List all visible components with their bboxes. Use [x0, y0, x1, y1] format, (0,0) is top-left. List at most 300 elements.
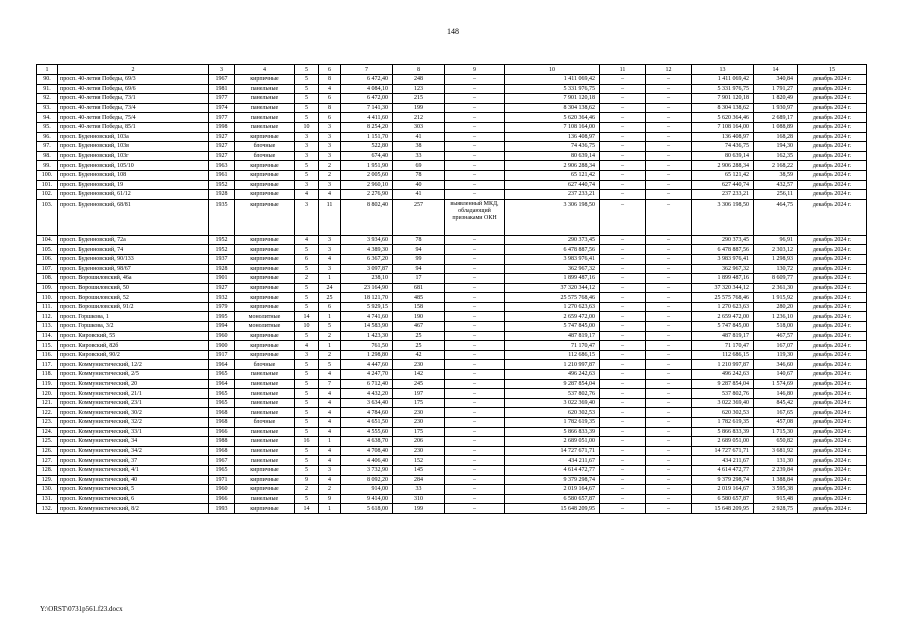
- table-cell: 290 373,45: [505, 235, 600, 245]
- table-cell: 1 715,30: [754, 427, 798, 437]
- table-cell: 168,28: [754, 132, 798, 142]
- table-cell: 650,82: [754, 437, 798, 447]
- table-cell: 1927: [209, 283, 235, 293]
- table-cell: 4: [319, 418, 341, 428]
- table-cell: просп. Коммунистический, 21/1: [58, 389, 209, 399]
- table-cell: 1988: [209, 437, 235, 447]
- table-cell: кирпичные: [235, 302, 295, 312]
- table-cell: 2 689,17: [754, 113, 798, 123]
- column-header: 4: [235, 65, 295, 75]
- table-cell: декабрь 2024 г.: [798, 456, 867, 466]
- table-cell: 9 379 298,74: [505, 475, 600, 485]
- table-cell: –: [445, 418, 505, 428]
- table-cell: 25: [319, 293, 341, 303]
- table-cell: кирпичные: [235, 485, 295, 495]
- table-cell: декабрь 2024 г.: [798, 254, 867, 264]
- table-cell: 1960: [209, 331, 235, 341]
- table-cell: 1901: [209, 274, 235, 284]
- table-cell: 5: [295, 370, 319, 380]
- table-cell: 1964: [209, 379, 235, 389]
- table-cell: 487 819,17: [505, 331, 600, 341]
- table-cell: 1: [319, 312, 341, 322]
- table-row: [37, 293, 867, 303]
- table-cell: 6 478 887,56: [692, 245, 754, 255]
- table-cell: 1900: [209, 341, 235, 351]
- table-cell: 162,35: [754, 151, 798, 161]
- table-cell: 5 618,00: [341, 504, 393, 514]
- table-cell: 2 005,60: [341, 170, 393, 180]
- column-header: 8: [393, 65, 445, 75]
- table-cell: кирпичные: [235, 274, 295, 284]
- table-cell: 5: [295, 465, 319, 475]
- table-cell: 5: [295, 103, 319, 113]
- table-cell: 1979: [209, 302, 235, 312]
- table-cell: 112 686,15: [505, 350, 600, 360]
- table-cell: –: [445, 142, 505, 152]
- table-cell: 1: [319, 504, 341, 514]
- table-cell: –: [646, 456, 692, 466]
- table-cell: декабрь 2024 г.: [798, 446, 867, 456]
- table-cell: 6 712,40: [341, 379, 393, 389]
- table-cell: 14 727 671,71: [505, 446, 600, 456]
- table-cell: блочные: [235, 418, 295, 428]
- table-cell: 106.: [37, 254, 58, 264]
- table-cell: 25: [393, 331, 445, 341]
- table-cell: декабрь 2024 г.: [798, 504, 867, 514]
- table-cell: декабрь 2024 г.: [798, 190, 867, 200]
- table-cell: 1967: [209, 75, 235, 85]
- table-cell: –: [600, 437, 646, 447]
- column-header: 11: [600, 65, 646, 75]
- table-cell: блочные: [235, 142, 295, 152]
- table-cell: –: [646, 190, 692, 200]
- table-cell: 4: [319, 475, 341, 485]
- table-cell: –: [445, 283, 505, 293]
- table-row: [37, 322, 867, 332]
- table-cell: –: [600, 94, 646, 104]
- table-cell: декабрь 2024 г.: [798, 350, 867, 360]
- table-row: [37, 504, 867, 514]
- table-cell: 248: [393, 75, 445, 85]
- table-cell: 5: [295, 494, 319, 504]
- table-cell: –: [646, 485, 692, 495]
- table-cell: декабрь 2024 г.: [798, 264, 867, 274]
- table-cell: 4 247,70: [341, 370, 393, 380]
- table-cell: декабрь 2024 г.: [798, 103, 867, 113]
- table-cell: 8: [319, 103, 341, 113]
- table-cell: 620 302,53: [505, 408, 600, 418]
- table-cell: –: [600, 190, 646, 200]
- table-cell: 8 304 138,62: [692, 103, 754, 113]
- table-cell: 25: [393, 341, 445, 351]
- table-cell: 467: [393, 322, 445, 332]
- table-cell: –: [445, 103, 505, 113]
- table-cell: 6 472,00: [341, 94, 393, 104]
- table-cell: кирпичные: [235, 199, 295, 235]
- table-cell: 7 108 164,00: [505, 122, 600, 132]
- table-cell: просп. Ворошиловский, 91/2: [58, 302, 209, 312]
- table-cell: 167,65: [754, 408, 798, 418]
- table-cell: кирпичные: [235, 465, 295, 475]
- table-cell: 92.: [37, 94, 58, 104]
- table-cell: 146,80: [754, 389, 798, 399]
- table-cell: 115.: [37, 341, 58, 351]
- table-cell: –: [646, 142, 692, 152]
- table-cell: 40: [393, 180, 445, 190]
- table-cell: панельные: [235, 113, 295, 123]
- column-header: 10: [505, 65, 600, 75]
- table-cell: просп. Ворошиловский, 50: [58, 283, 209, 293]
- table-row: [37, 475, 867, 485]
- table-cell: декабрь 2024 г.: [798, 180, 867, 190]
- table-cell: 761,50: [341, 341, 393, 351]
- table-cell: 105.: [37, 245, 58, 255]
- table-cell: 1 782 619,35: [505, 418, 600, 428]
- table-cell: 5: [295, 389, 319, 399]
- table-cell: –: [600, 360, 646, 370]
- table-cell: –: [646, 302, 692, 312]
- table-cell: 199: [393, 103, 445, 113]
- table-cell: 6 580 657,87: [505, 494, 600, 504]
- table-cell: 1 151,70: [341, 132, 393, 142]
- table-cell: 14 583,90: [341, 322, 393, 332]
- table-cell: 17: [393, 274, 445, 284]
- table-row: [37, 418, 867, 428]
- column-header: 1: [37, 65, 58, 75]
- table-cell: 3: [319, 151, 341, 161]
- table-cell: 627 440,74: [505, 180, 600, 190]
- table-cell: декабрь 2024 г.: [798, 94, 867, 104]
- table-cell: 2 276,90: [341, 190, 393, 200]
- table-cell: 1 899 487,16: [505, 274, 600, 284]
- column-header: 9: [445, 65, 505, 75]
- table-cell: 128.: [37, 465, 58, 475]
- table-cell: 3 022 369,40: [692, 398, 754, 408]
- table-cell: декабрь 2024 г.: [798, 408, 867, 418]
- table-cell: просп. Коммунистический, 20: [58, 379, 209, 389]
- table-cell: 7 141,30: [341, 103, 393, 113]
- table-cell: просп. Коммунистический, 34: [58, 437, 209, 447]
- table-cell: –: [600, 274, 646, 284]
- table-cell: –: [600, 341, 646, 351]
- table-cell: просп. 40-летия Победы, 73/1: [58, 94, 209, 104]
- table-cell: панельные: [235, 94, 295, 104]
- table-cell: просп. Ворошиловский, 46а: [58, 274, 209, 284]
- table-cell: 132.: [37, 504, 58, 514]
- table-cell: 10: [295, 322, 319, 332]
- table-cell: –: [445, 494, 505, 504]
- table-cell: выявленный МКД, обладающий признаками ОКН: [445, 199, 505, 235]
- table-cell: 5: [319, 322, 341, 332]
- table-cell: 290 373,45: [692, 235, 754, 245]
- table-cell: 522,80: [341, 142, 393, 152]
- table-cell: 131.: [37, 494, 58, 504]
- table-cell: просп. Кировский, 82б: [58, 341, 209, 351]
- table-cell: 237 233,21: [692, 190, 754, 200]
- table-cell: 6: [295, 254, 319, 264]
- table-cell: 1927: [209, 142, 235, 152]
- table-cell: панельные: [235, 456, 295, 466]
- table-cell: 41: [393, 190, 445, 200]
- table-cell: 5: [295, 170, 319, 180]
- table-cell: –: [646, 132, 692, 142]
- table-cell: кирпичные: [235, 235, 295, 245]
- table-cell: –: [445, 437, 505, 447]
- table-cell: 104.: [37, 235, 58, 245]
- table-row: [37, 437, 867, 447]
- table-cell: 1 411 069,42: [692, 75, 754, 85]
- table-cell: 4 406,40: [341, 456, 393, 466]
- table-cell: 537 802,76: [505, 389, 600, 399]
- table-cell: 1977: [209, 94, 235, 104]
- table-cell: 5: [295, 408, 319, 418]
- table-cell: –: [600, 142, 646, 152]
- table-cell: 14: [295, 504, 319, 514]
- table-cell: 5: [295, 398, 319, 408]
- table-cell: 1993: [209, 504, 235, 514]
- table-cell: –: [445, 132, 505, 142]
- table-cell: блочные: [235, 360, 295, 370]
- table-cell: 2: [295, 274, 319, 284]
- table-cell: 5 866 833,39: [692, 427, 754, 437]
- table-cell: кирпичные: [235, 293, 295, 303]
- table-cell: 237 233,21: [505, 190, 600, 200]
- table-cell: 5: [295, 446, 319, 456]
- table-cell: 1966: [209, 427, 235, 437]
- table-cell: 1 423,30: [341, 331, 393, 341]
- table-cell: 4: [319, 190, 341, 200]
- table-cell: –: [445, 94, 505, 104]
- table-cell: 467,57: [754, 331, 798, 341]
- table-cell: 78: [393, 235, 445, 245]
- table-cell: –: [445, 122, 505, 132]
- table-cell: 175: [393, 398, 445, 408]
- table-cell: 145: [393, 465, 445, 475]
- table-cell: 3 934,60: [341, 235, 393, 245]
- table-cell: 3 595,38: [754, 485, 798, 495]
- table-cell: 674,40: [341, 151, 393, 161]
- table-cell: просп. Коммунистический, 23/1: [58, 398, 209, 408]
- table-cell: декабрь 2024 г.: [798, 302, 867, 312]
- table-cell: 4 708,40: [341, 446, 393, 456]
- table-cell: 5 620 364,46: [692, 113, 754, 123]
- table-cell: –: [646, 103, 692, 113]
- table-cell: 71 170,47: [692, 341, 754, 351]
- table-cell: кирпичные: [235, 170, 295, 180]
- table-cell: –: [600, 475, 646, 485]
- table-cell: 9: [295, 475, 319, 485]
- table-cell: –: [445, 475, 505, 485]
- table-cell: 5: [295, 331, 319, 341]
- column-header: 15: [798, 65, 867, 75]
- table-row: [37, 190, 867, 200]
- table-cell: 5: [295, 418, 319, 428]
- table-cell: 1 820,49: [754, 94, 798, 104]
- table-cell: 3: [319, 180, 341, 190]
- table-cell: 131,30: [754, 456, 798, 466]
- table-cell: декабрь 2024 г.: [798, 199, 867, 235]
- table-row: [37, 103, 867, 113]
- table-row: [37, 151, 867, 161]
- table-cell: декабрь 2024 г.: [798, 485, 867, 495]
- table-cell: 3: [319, 264, 341, 274]
- table-cell: 1952: [209, 235, 235, 245]
- table-row: [37, 264, 867, 274]
- table-cell: –: [445, 151, 505, 161]
- table-cell: 2 168,22: [754, 161, 798, 171]
- table-cell: –: [445, 350, 505, 360]
- table-cell: 2: [319, 485, 341, 495]
- table-row: [37, 142, 867, 152]
- table-cell: 5: [295, 245, 319, 255]
- table-cell: –: [646, 235, 692, 245]
- table-cell: 5: [295, 84, 319, 94]
- table-cell: декабрь 2024 г.: [798, 322, 867, 332]
- table-cell: –: [445, 389, 505, 399]
- table-cell: 175: [393, 427, 445, 437]
- table-cell: 5: [295, 75, 319, 85]
- table-cell: 284: [393, 475, 445, 485]
- table-cell: 112.: [37, 312, 58, 322]
- table-cell: 9 287 854,04: [692, 379, 754, 389]
- table-cell: 65 121,42: [505, 170, 600, 180]
- table-row: [37, 274, 867, 284]
- table-cell: 109.: [37, 283, 58, 293]
- table-cell: декабрь 2024 г.: [798, 360, 867, 370]
- table-cell: 627 440,74: [692, 180, 754, 190]
- table-cell: –: [646, 350, 692, 360]
- table-cell: 3: [319, 235, 341, 245]
- table-cell: просп. Буденновский, 103г: [58, 151, 209, 161]
- table-cell: просп. Буденновский, 19: [58, 180, 209, 190]
- table-cell: 4: [319, 254, 341, 264]
- table-cell: 24: [319, 283, 341, 293]
- table-cell: –: [445, 379, 505, 389]
- column-header: 7: [341, 65, 393, 75]
- table-cell: –: [600, 122, 646, 132]
- table-cell: кирпичные: [235, 283, 295, 293]
- table-cell: 487 819,17: [692, 331, 754, 341]
- table-cell: 80 639,14: [692, 151, 754, 161]
- table-cell: декабрь 2024 г.: [798, 151, 867, 161]
- table-cell: –: [445, 113, 505, 123]
- table-cell: 303: [393, 122, 445, 132]
- table-cell: 518,00: [754, 322, 798, 332]
- table-cell: –: [646, 161, 692, 171]
- table-cell: –: [600, 379, 646, 389]
- table-cell: просп. Буденновский, 90/133: [58, 254, 209, 264]
- table-cell: 38,59: [754, 170, 798, 180]
- table-cell: –: [646, 322, 692, 332]
- table-cell: –: [445, 485, 505, 495]
- table-cell: 93.: [37, 103, 58, 113]
- table-cell: 6: [319, 302, 341, 312]
- document-file-path: Y:\ORST\0731p561.f23.docx: [40, 605, 123, 613]
- table-cell: просп. 40-летия Победы, 75/4: [58, 113, 209, 123]
- table-cell: –: [445, 465, 505, 475]
- table-cell: кирпичные: [235, 132, 295, 142]
- table-cell: 206: [393, 437, 445, 447]
- table-cell: 136 408,97: [692, 132, 754, 142]
- table-cell: 7 901 120,18: [692, 94, 754, 104]
- table-cell: декабрь 2024 г.: [798, 84, 867, 94]
- table-row: [37, 398, 867, 408]
- table-cell: 230: [393, 446, 445, 456]
- table-cell: 6 580 657,87: [692, 494, 754, 504]
- table-cell: –: [600, 199, 646, 235]
- table-cell: –: [600, 398, 646, 408]
- table-row: [37, 84, 867, 94]
- table-cell: просп. Буденновский, 103а: [58, 132, 209, 142]
- table-cell: 1 899 487,16: [692, 274, 754, 284]
- column-header: 5: [295, 65, 319, 75]
- table-cell: –: [646, 312, 692, 322]
- table-cell: 5 331 976,75: [692, 84, 754, 94]
- table-row: [37, 389, 867, 399]
- table-cell: 4 447,60: [341, 360, 393, 370]
- table-cell: 2 361,30: [754, 283, 798, 293]
- table-cell: кирпичные: [235, 190, 295, 200]
- table-row: [37, 350, 867, 360]
- table-cell: 110.: [37, 293, 58, 303]
- table-cell: 4 411,60: [341, 113, 393, 123]
- table-cell: –: [646, 465, 692, 475]
- column-header: 12: [646, 65, 692, 75]
- table-cell: –: [600, 322, 646, 332]
- table-cell: 5 620 364,46: [505, 113, 600, 123]
- table-cell: –: [600, 418, 646, 428]
- table-cell: 1928: [209, 190, 235, 200]
- table-cell: 537 802,76: [692, 389, 754, 399]
- table-cell: –: [646, 331, 692, 341]
- table-cell: панельные: [235, 427, 295, 437]
- table-row: [37, 485, 867, 495]
- table-cell: 90.: [37, 75, 58, 85]
- table-cell: –: [600, 151, 646, 161]
- table-cell: просп. Коммунистический, 33/1: [58, 427, 209, 437]
- table-cell: 8 802,40: [341, 199, 393, 235]
- table-cell: –: [600, 465, 646, 475]
- table-cell: 5: [295, 302, 319, 312]
- table-cell: 8 254,20: [341, 122, 393, 132]
- table-cell: –: [445, 84, 505, 94]
- table-cell: 3: [295, 350, 319, 360]
- table-cell: 5: [295, 293, 319, 303]
- table-cell: 199: [393, 504, 445, 514]
- table-row: [37, 75, 867, 85]
- table-row: [37, 132, 867, 142]
- table-cell: –: [600, 331, 646, 341]
- table-cell: 74 436,75: [692, 142, 754, 152]
- table-cell: 5: [295, 94, 319, 104]
- table-cell: 496 242,63: [692, 370, 754, 380]
- table-cell: –: [646, 427, 692, 437]
- table-cell: 1 236,10: [754, 312, 798, 322]
- table-cell: –: [445, 427, 505, 437]
- table-cell: 127.: [37, 456, 58, 466]
- table-cell: 4: [319, 456, 341, 466]
- table-cell: декабрь 2024 г.: [798, 235, 867, 245]
- table-row: [37, 331, 867, 341]
- table-cell: 1917: [209, 350, 235, 360]
- table-cell: –: [646, 113, 692, 123]
- table-cell: 71 170,47: [505, 341, 600, 351]
- table-cell: 11: [319, 199, 341, 235]
- table-cell: –: [600, 494, 646, 504]
- table-cell: 5 331 976,75: [505, 84, 600, 94]
- table-cell: панельные: [235, 446, 295, 456]
- table-cell: 1952: [209, 245, 235, 255]
